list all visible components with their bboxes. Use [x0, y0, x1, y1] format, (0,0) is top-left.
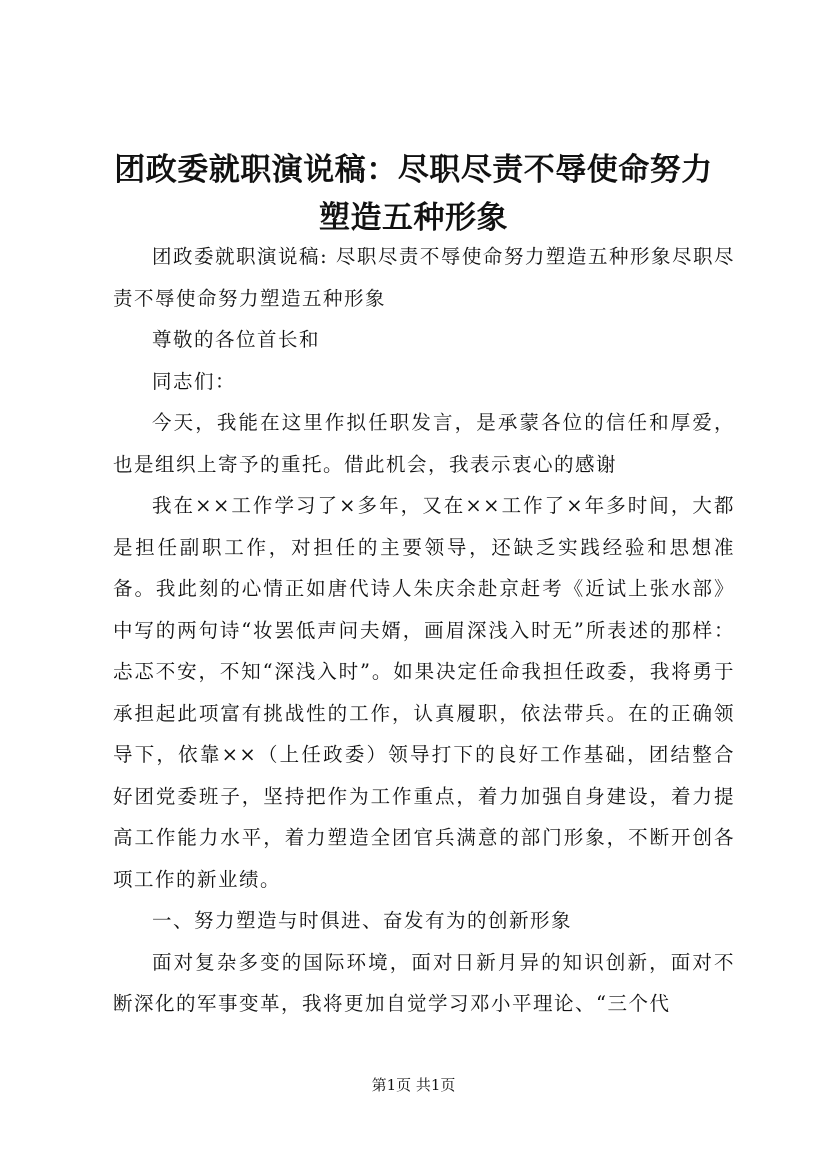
- document-title: 团政委就职演说稿：尽职尽责不辱使命努力塑造五种形象: [114, 152, 713, 236]
- paragraph-salutation-2: 同志们：: [152, 369, 237, 393]
- section-heading-1: 一、努力塑造与时俱进、奋发有为的创新形象: [152, 909, 573, 932]
- document-body: [113, 236, 735, 1025]
- page-footer: 第1页 共1页: [371, 1076, 456, 1094]
- paragraph-thanks: 今天，我能在这里作拟任职发言，是承蒙各位的信任和厚爱，也是组织上寄予的重托。借此机会，我表示衷心的感谢: [113, 411, 735, 476]
- paragraph-intro: 团政委就职演说稿: 尽职尽责不辱使命努力塑造五种形象尽职尽责不辱使命努力塑造五种形象: [113, 245, 735, 310]
- paragraph-background: 我在××工作学习了×多年，又在××工作了×年多时间，大都是担任副职工作，对担任的主要领导，还缺乏实践经验和思想准备。我此刻的心情正如唐代诗人朱庆余赴京赶考《近试上张水部》中写的两句诗“妆罢低声问夫婿，画眉深浅入时无”所表述的那样：忐忑不安，不知“深浅入时”。如果决定任命我担任政委，我将勇于承担起此项富有挑战性的工作，认真履职，依法带兵。在的正确领导下，依靠××（上任政委）领导打下的良好工作基础，团结整合好团党委班子，坚持把作为工作重点，着力加强自身建设，着力提高工作能力水平，着力塑造全团官兵满意的部门形象，不断开创各项工作的新业绩。: [113, 494, 735, 891]
- paragraph-section-1: 面对复杂多变的国际环境，面对日新月异的知识创新，面对不断深化的军事变革，我将更加自觉学习邓小平理论、“三个代: [113, 950, 735, 1015]
- paragraph-salutation-1: 尊敬的各位首长和: [152, 328, 321, 351]
